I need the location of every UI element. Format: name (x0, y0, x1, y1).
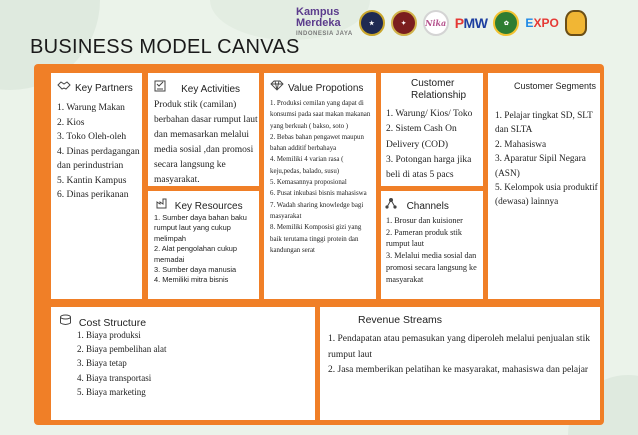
list-item: 5. Kemasannya proposional (270, 179, 347, 187)
pmw-logo: PMW (454, 15, 488, 31)
customer-segments-label: Customer Segments (514, 81, 597, 91)
list-item: 1. Biaya produksi (77, 330, 141, 340)
channels-label: Channels (406, 201, 449, 212)
value-propositions-label: Value Propotions (288, 83, 364, 94)
key-partners-label: Key Partners (75, 83, 133, 94)
customer-relationship-box (381, 73, 483, 186)
logo-bar (296, 6, 632, 40)
key-resources-box (148, 191, 259, 299)
factory-icon (156, 197, 168, 212)
key-resources-list (154, 213, 258, 286)
customer-segments-list (495, 109, 599, 210)
list-item: 2. Alat pengolahan cukup memadai (154, 244, 238, 264)
list-item: 4. Dinas perdagangan dan perindustrian (57, 146, 140, 171)
customer-relationship-list (386, 107, 482, 183)
list-item: 3. Aparatur Sipil Negara (ASN) (495, 154, 586, 179)
list-item: 3. Toko Oleh-oleh (57, 132, 127, 142)
key-partners-list (57, 101, 141, 203)
mascot-icon (565, 10, 587, 36)
list-item: 1. Produksi cemilan yang dapat di konsumsi pada saat makan makanan yang berkuah ( bakso, soto ) (270, 100, 371, 130)
list-item: Produk stik (camilan) berbahan dasar rumput laut dan memasarkan melalui media sosial ,dan promosi secara langsung ke masyarakat. (154, 100, 258, 185)
network-icon (385, 197, 397, 212)
value-propositions-box (264, 73, 376, 299)
key-resources-header (156, 197, 243, 213)
list-item: 2. Jasa memberikan pelatihan ke masyarakat, mahasiswa dan pelajar (328, 365, 589, 375)
handshake-icon (57, 80, 71, 94)
list-item: 1. Warung Makan (57, 103, 125, 113)
customer-segments-box (488, 73, 600, 299)
list-item: 2. Sistem Cash On Delivery (COD) (386, 124, 457, 150)
university-seal-logo: ★ (359, 10, 385, 36)
list-item: 2. Mahasiswa (495, 139, 547, 150)
key-activities-label: Key Activities (181, 84, 241, 95)
key-activities-box (148, 73, 259, 186)
list-item: 3. Biaya tetap (77, 358, 127, 369)
list-item: 1. Pelajar tingkat SD, SLT dan SLTA (495, 111, 593, 136)
revenue-streams-box (320, 307, 600, 420)
list-item: 8. Memiliki Komposisi gizi yang baik terutama tinggi protein dan kandungan serat (270, 224, 362, 254)
customer-relationship-label: Customer Relationship (411, 78, 467, 101)
list-item: 6. Pusat inkubasi bisnis mahasiswa (270, 190, 367, 198)
revenue-streams-label: Revenue Streams (358, 314, 443, 326)
list-item: 1. Warung/ Kios/ Toko (386, 109, 473, 119)
cost-structure-label: Cost Structure (78, 317, 147, 329)
list-item: 3. Sumber daya manusia (154, 265, 237, 275)
channels-box (381, 191, 483, 299)
list-item: 1. Brosur dan kuisioner (386, 216, 463, 225)
list-item: 4. Memiliki 4 varian rasa ( keju,pedas, balado, susu) (270, 156, 344, 175)
expo-logo: EXPO (525, 16, 559, 30)
list-item: 5. Biaya marketing (77, 386, 146, 397)
value-propositions-header (270, 80, 363, 95)
list-item: 6. Dinas perikanan (57, 190, 129, 200)
value-propositions-list (270, 98, 374, 256)
list-item: 2. Bebas bahan pengawet maupun bahan additif berbahaya (270, 133, 364, 153)
coins-icon (59, 314, 72, 329)
key-activities-header (154, 80, 240, 96)
revenue-streams-list (328, 332, 596, 379)
kampus-merdeka-logo: Kampus Merdeka INDONESIA JAYA (296, 5, 353, 37)
cost-structure-header (59, 314, 146, 329)
key-activities-list (154, 98, 258, 186)
cost-structure-box (51, 307, 315, 420)
customer-segments-header (514, 80, 596, 92)
list-item: 4. Biaya transportasi (77, 372, 152, 383)
diamond-icon (270, 80, 284, 94)
list-item: 2. Pameran produk stik rumput laut (386, 227, 462, 249)
page-title: BUSINESS MODEL CANVAS (30, 36, 300, 58)
institution-seal-logo: ✦ (391, 10, 417, 36)
list-item: 5. Kelompok usia produktif (dewasa) lainnya (495, 183, 598, 208)
cost-structure-list (77, 328, 307, 399)
list-item: 5. Kantin Kampus (57, 175, 127, 186)
list-item: 2. Kios (57, 117, 85, 128)
list-item: 3. Potongan harga jika beli di atas 5 pacs (386, 154, 472, 181)
customer-relationship-header (411, 78, 477, 102)
list-item: 2. Biaya pembelihan alat (77, 344, 167, 355)
list-item: 1. Pendapatan atau pemasukan yang diperoleh melalui penjualan stik rumput laut (328, 334, 590, 360)
ministry-seal-logo: ✿ (493, 10, 519, 36)
revenue-streams-header (358, 314, 442, 326)
checklist-icon (154, 80, 166, 95)
list-item: 4. Memiliki mitra bisnis (154, 275, 229, 285)
key-resources-label: Key Resources (174, 201, 243, 212)
brand-logo: Nika (423, 10, 449, 36)
channels-list (386, 215, 482, 285)
list-item: 1. Sumber daya bahan baku rumput laut yang cukup melimpah (154, 213, 247, 243)
key-partners-header (57, 80, 133, 95)
list-item: 3. Melalui media sosial dan promosi secara langsung ke masyarakat (386, 251, 477, 284)
channels-header (385, 197, 449, 213)
list-item: 7. Wadah sharing knowledge bagi masyarakat (270, 201, 364, 220)
key-partners-box (51, 73, 142, 299)
